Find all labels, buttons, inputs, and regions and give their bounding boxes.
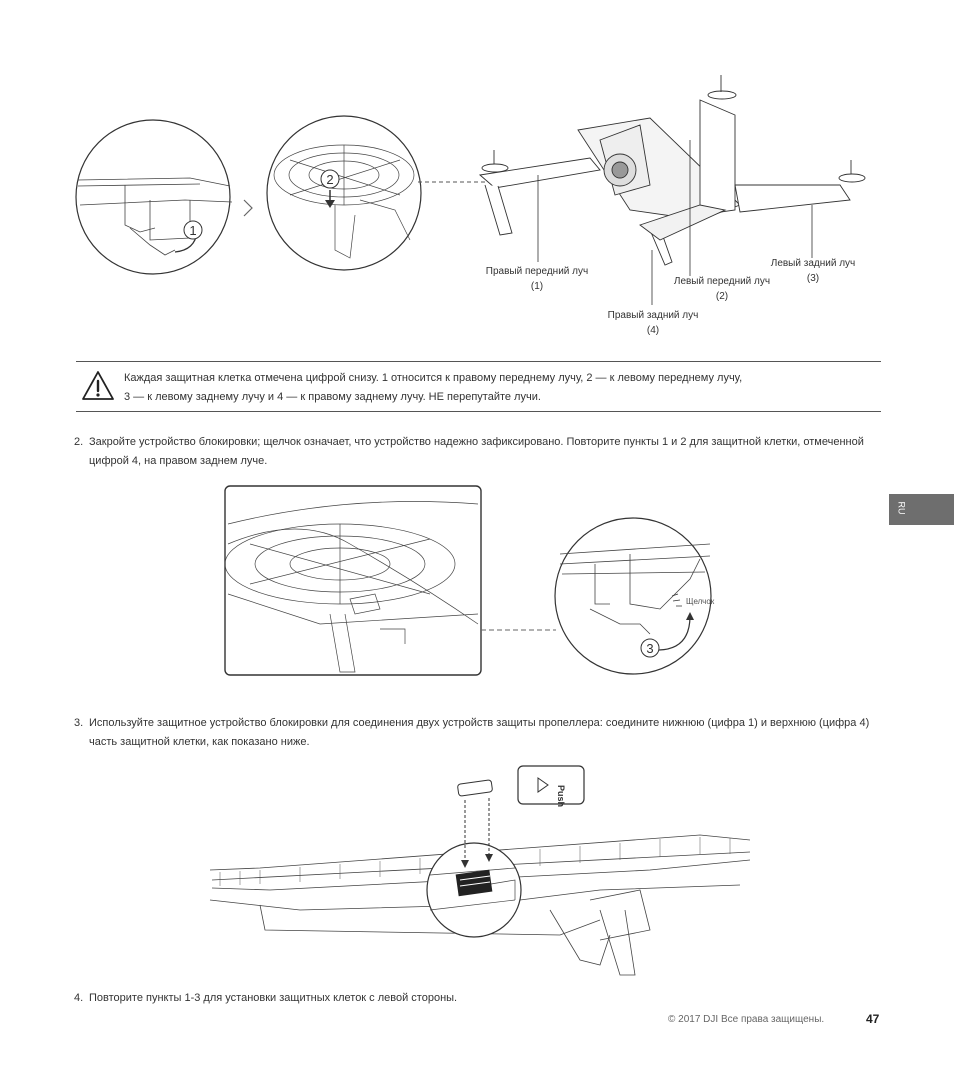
warning-icon xyxy=(81,370,115,402)
warning-line-1: Каждая защитная клетка отмечена цифрой снизу. 1 относится к правому переднему лучу, 2 — к левому переднему лучу, xyxy=(124,372,743,384)
label-left-front-text: Левый передний луч xyxy=(673,276,771,287)
callout-one: 1 xyxy=(189,223,197,238)
label-right-rear xyxy=(598,308,708,338)
label-right-front-text: Правый передний луч xyxy=(485,266,589,277)
push-label: Push xyxy=(556,785,566,808)
warning-bottom-rule xyxy=(76,411,881,412)
lock-close-illustration xyxy=(0,484,954,684)
label-left-front-num: (2) xyxy=(715,291,729,302)
label-left-rear-text: Левый задний луч xyxy=(770,258,856,269)
step-4-text: Повторите пункты 1-3 для установки защитных клеток с левой стороны. xyxy=(89,992,458,1004)
warning-top-rule xyxy=(76,361,881,362)
label-right-front xyxy=(475,264,599,294)
language-tab-label: RU xyxy=(896,501,907,515)
click-label: Щелчок xyxy=(686,597,715,606)
step-2-text: Закройте устройство блокировки; щелчок означает, что устройство надежно зафиксировано. Повторите пункты 1 и 2 для защитной клетки, отмеченной цифрой 4, на правом заднем луче. xyxy=(89,436,864,467)
page-number: 47 xyxy=(866,1012,880,1026)
label-right-rear-text: Правый задний луч xyxy=(607,310,699,321)
language-tab xyxy=(889,494,954,525)
footer-copyright: © 2017 DJI Все права защищены. xyxy=(668,1014,825,1025)
step-3-text: Используйте защитное устройство блокировки для соединения двух устройств защиты пропеллера: соедините нижнюю (цифра 1) и верхнюю (цифра 4) часть защитной клетки, как показано ниже. xyxy=(89,717,870,748)
step-2-number: 2. xyxy=(74,436,84,448)
callout-three: 3 xyxy=(646,641,654,656)
label-left-rear xyxy=(758,256,868,286)
warning-text xyxy=(124,369,884,407)
label-left-rear-num: (3) xyxy=(806,273,820,284)
callout-two: 2 xyxy=(326,172,334,187)
label-right-rear-num: (4) xyxy=(646,325,660,336)
warning-line-2: 3 — к левому заднему лучу и 4 — к правому заднему лучу. НЕ перепутайте лучи. xyxy=(124,391,541,403)
step-4-number: 4. xyxy=(74,992,84,1004)
cage-connect-illustration xyxy=(0,760,954,990)
cage-attach-illustration xyxy=(0,0,954,360)
label-right-front-num: (1) xyxy=(530,281,544,292)
step-3-number: 3. xyxy=(74,717,84,729)
